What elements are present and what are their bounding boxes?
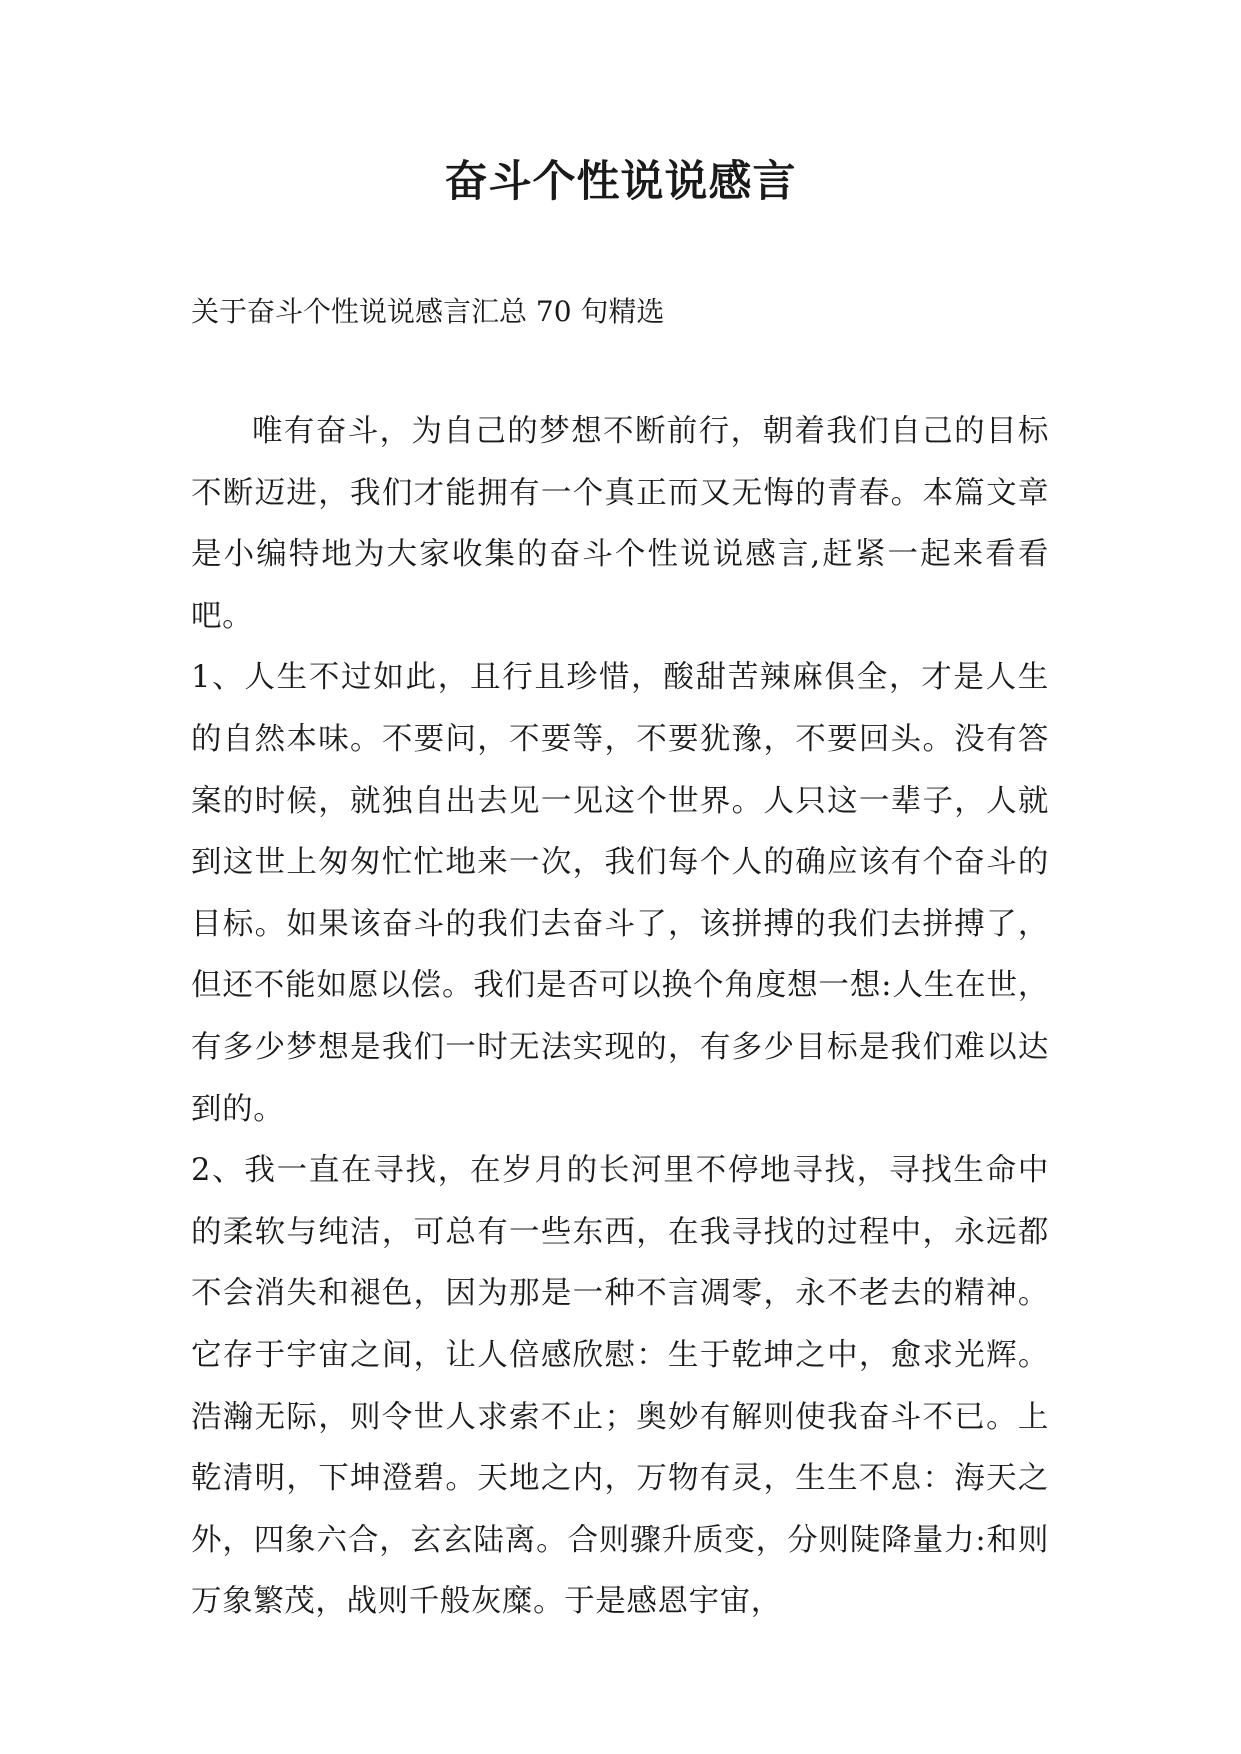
document-subtitle: 关于奋斗个性说说感言汇总 70 句精选	[191, 295, 665, 328]
intro-paragraph: 唯有奋斗，为自己的梦想不断前行，朝着我们自己的目标不断迈进，我们才能拥有一个真正而又无悔的青春。本篇文章是小编特地为大家收集的奋斗个性说说感言,赶紧一起来看看吧。	[191, 414, 1049, 634]
document-title: 奋斗个性说说感言	[444, 157, 797, 207]
quote-paragraph-2: 2、我一直在寻找，在岁月的长河里不停地寻找，寻找生命中的柔软与纯洁，可总有一些东西，在我寻找的过程中，永远都不会消失和褪色，因为那是一种不言凋零，永不老去的精神。它存于宇宙之间，让人倍感欣慰：生于乾坤之中，愈求光辉。浩瀚无际，则令世人求索不止；奥妙有解则使我奋斗不已。上乾清明，下坤澄碧。天地之内，万物有灵，生生不息：海天之外，四象六合，玄玄陆离。合则骤升质变，分则陡降量力:和则万象繁茂，战则千般灰糜。于是感恩宇宙，	[191, 1153, 1049, 1620]
document-body	[191, 401, 1049, 1633]
quote-paragraph-1: 1、人生不过如此，且行且珍惜，酸甜苦辣麻俱全，才是人生的自然本味。不要问，不要等，不要犹豫，不要回头。没有答案的时候，就独自出去见一见这个世界。人只这一辈子，人就到这世上匆匆忙忙地来一次，我们每个人的确应该有个奋斗的目标。如果该奋斗的我们去奋斗了，该拼搏的我们去拼搏了，但还不能如愿以偿。我们是否可以换个角度想一想:人生在世，有多少梦想是我们一时无法实现的，有多少目标是我们难以达到的。	[191, 660, 1049, 1127]
